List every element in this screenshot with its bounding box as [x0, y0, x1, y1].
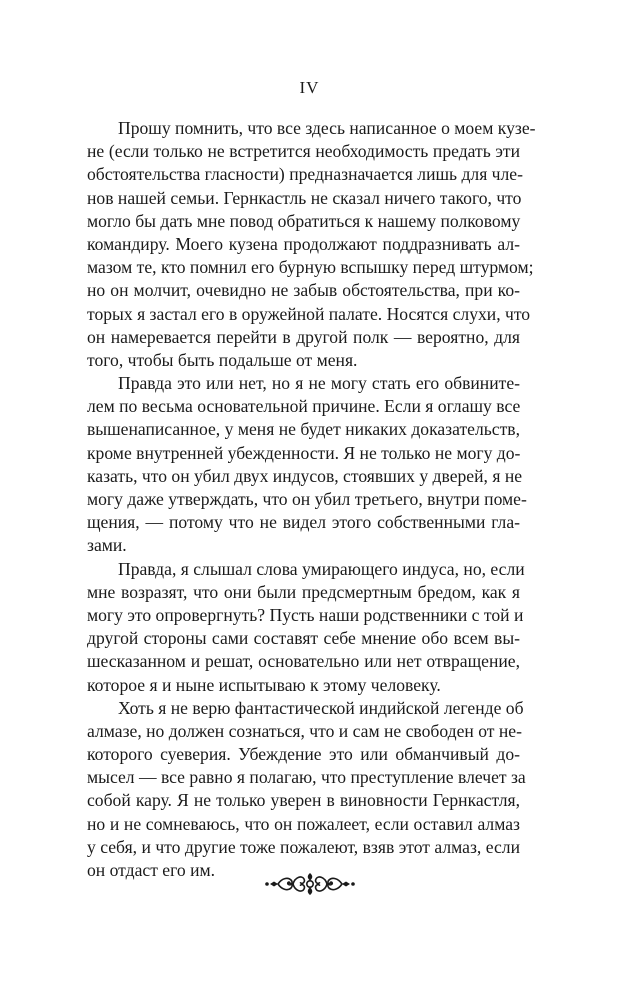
flourish-divider-icon	[0, 866, 619, 902]
text-line: Правда это или нет, но я не могу стать его обвините-	[118, 373, 520, 394]
text-line: зами.	[87, 535, 127, 556]
text-line: Прошу помнить, что все здесь написанное о моем кузе-	[118, 118, 536, 138]
text-line: казать, что он убил двух индусов, стоявших у дверей, я не	[87, 465, 523, 486]
text-line: которое я и ныне испытываю к этому человеку.	[87, 674, 441, 695]
text-line: вышенаписанное, у меня не будет никаких доказательств,	[87, 419, 520, 440]
paragraph	[87, 117, 536, 372]
text-line: он отдаст его им.	[87, 860, 216, 880]
chapter-text	[87, 117, 536, 882]
text-line: Хоть я не верю фантастической индийской легенде об	[118, 697, 524, 718]
text-line: могло бы дать мне повод обратиться к нашему полковому	[87, 210, 521, 231]
text-line: у себя, и что другие тоже пожалеют, взяв этот алмаз, если	[87, 836, 520, 857]
text-line: лем по весьма основательной причине. Если я оглашу все	[87, 396, 521, 417]
paragraph	[87, 372, 527, 558]
text-line: Правда, я слышал слова умирающего индуса, но, если	[118, 558, 525, 579]
text-line: которого суеверия. Убеждение это или обманчивый до-	[87, 744, 520, 765]
text-line: мне возразят, что они были предсмертным бредом, как я	[87, 581, 520, 602]
text-line: другой стороны сами составят себе мнение обо всем вы-	[87, 628, 520, 649]
chapter-heading: IV	[299, 78, 320, 97]
text-line: алмазе, но должен сознаться, что и сам не свободен от не-	[87, 720, 522, 741]
text-line: торых я застал его в оружейной палате. Носятся слухи, что	[87, 303, 531, 324]
text-line: собой кару. Я не только уверен в виновности Гернкастля,	[87, 790, 520, 811]
text-line: щения, — потому что не видел этого собственными гла-	[87, 512, 520, 533]
text-line: обстоятельства гласности) предназначается лишь для чле-	[87, 164, 523, 185]
paragraph	[87, 697, 526, 883]
text-line: шесказанном и решат, основательно или нет отвращение,	[87, 651, 520, 672]
text-line: но он молчит, очевидно не забыв обстоятельства, при ко-	[87, 280, 520, 301]
text-line: мысел — все равно я полагаю, что преступление влечет за	[87, 767, 526, 788]
text-line: могу даже утверждать, что он убил третьего, внутри поме-	[87, 489, 527, 509]
paragraph	[87, 558, 525, 697]
text-line: командиру. Моего кузена продолжают поддразнивать ал-	[87, 233, 520, 254]
text-line: но и не сомневаюсь, что он пожалеет, если оставил алмаз	[87, 813, 520, 834]
text-line: нов нашей семьи. Гернкастль не сказал ничего такого, что	[87, 187, 522, 208]
text-line: того, чтобы быть подальше от меня.	[87, 349, 358, 370]
text-line: кроме внутренней убежденности. Я не только не могу до-	[87, 442, 521, 463]
text-line: не (если только не встретится необходимость предать эти	[87, 141, 520, 162]
text-line: мазом те, кто помнил его бурную вспышку перед штурмом;	[87, 257, 534, 278]
text-line: он намеревается перейти в другой полк — вероятно, для	[87, 326, 520, 347]
text-line: могу это опровергнуть? Пусть наши родственники с той и	[87, 604, 524, 625]
